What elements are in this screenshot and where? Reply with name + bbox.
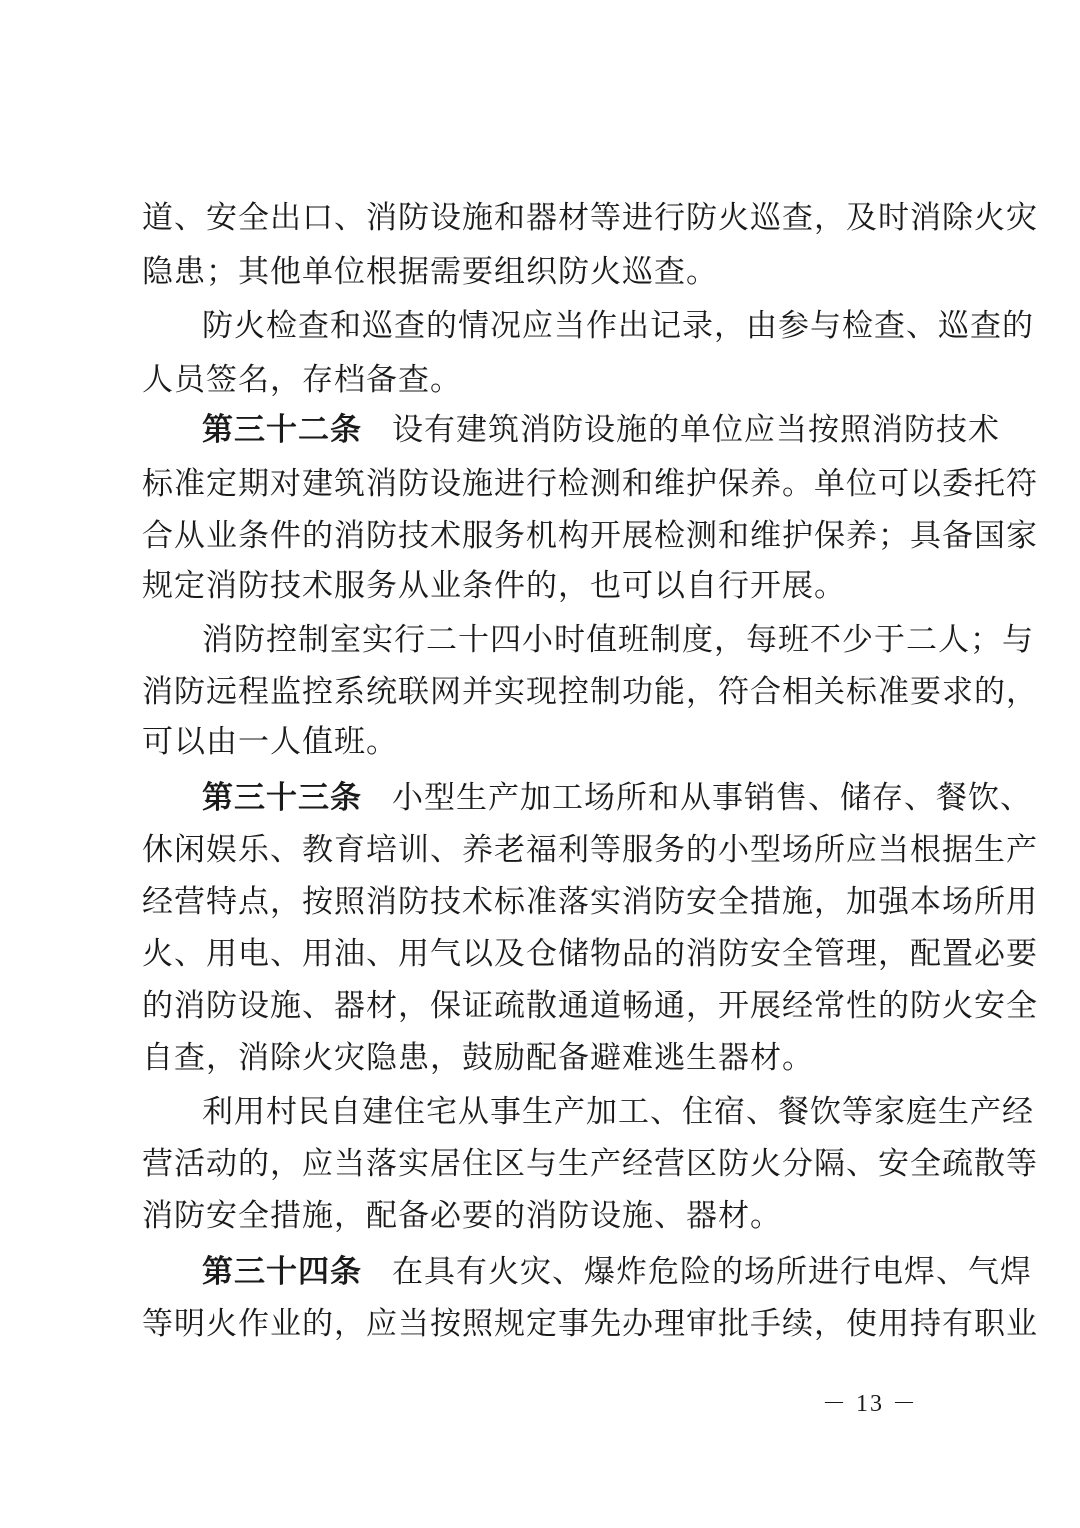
body-text-line: 道、安全出口、消防设施和器材等进行防火巡查，及时消除火灾 xyxy=(142,200,1038,236)
body-text-segment: 在具有火灾、爆炸危险的场所进行电焊、气焊 xyxy=(392,1254,1032,1290)
article-34-first-line xyxy=(202,1244,1032,1300)
body-text-line: 防火检查和巡查的情况应当作出记录，由参与检查、巡查的 xyxy=(202,308,1034,344)
article-33-first-line xyxy=(202,770,1032,826)
page-number: － 13 － xyxy=(822,1391,918,1417)
body-text-line: 火、用电、用油、用气以及仓储物品的消防安全管理，配置必要 xyxy=(142,936,1038,972)
body-text-line: 人员签名，存档备查。 xyxy=(142,362,462,398)
body-text-line: 利用村民自建住宅从事生产加工、住宿、餐饮等家庭生产经 xyxy=(202,1094,1034,1130)
body-text-line: 经营特点，按照消防技术标准落实消防安全措施，加强本场所用 xyxy=(142,884,1038,920)
body-text-line: 等明火作业的，应当按照规定事先办理审批手续，使用持有职业 xyxy=(142,1306,1038,1342)
body-text-line: 隐患；其他单位根据需要组织防火巡查。 xyxy=(142,254,718,290)
body-text-line: 标准定期对建筑消防设施进行检测和维护保养。单位可以委托符 xyxy=(142,466,1038,502)
body-text-line: 消防控制室实行二十四小时值班制度，每班不少于二人；与 xyxy=(202,622,1034,658)
body-text-line: 休闲娱乐、教育培训、养老福利等服务的小型场所应当根据生产 xyxy=(142,832,1038,868)
body-text-segment: 设有建筑消防设施的单位应当按照消防技术 xyxy=(392,412,1000,448)
body-text-segment: 小型生产加工场所和从事销售、储存、餐饮、 xyxy=(392,780,1032,816)
body-text-line: 消防安全措施，配备必要的消防设施、器材。 xyxy=(142,1198,782,1234)
body-text-line: 合从业条件的消防技术服务机构开展检测和维护保养；具备国家 xyxy=(142,518,1038,554)
body-text-line: 可以由一人值班。 xyxy=(142,724,398,760)
article-heading-34: 第三十四条 xyxy=(202,1254,362,1290)
body-text-line: 自查，消除火灾隐患，鼓励配备避难逃生器材。 xyxy=(142,1040,814,1076)
body-text-line: 的消防设施、器材，保证疏散通道畅通，开展经常性的防火安全 xyxy=(142,988,1038,1024)
body-text-line: 营活动的，应当落实居住区与生产经营区防火分隔、安全疏散等 xyxy=(142,1146,1038,1182)
body-text-line: 消防远程监控系统联网并实现控制功能，符合相关标准要求的， xyxy=(142,674,1038,710)
article-heading-32: 第三十二条 xyxy=(202,412,362,448)
article-heading-33: 第三十三条 xyxy=(202,780,362,816)
article-32-first-line xyxy=(202,402,1000,458)
body-text-line: 规定消防技术服务从业条件的，也可以自行开展。 xyxy=(142,568,846,604)
